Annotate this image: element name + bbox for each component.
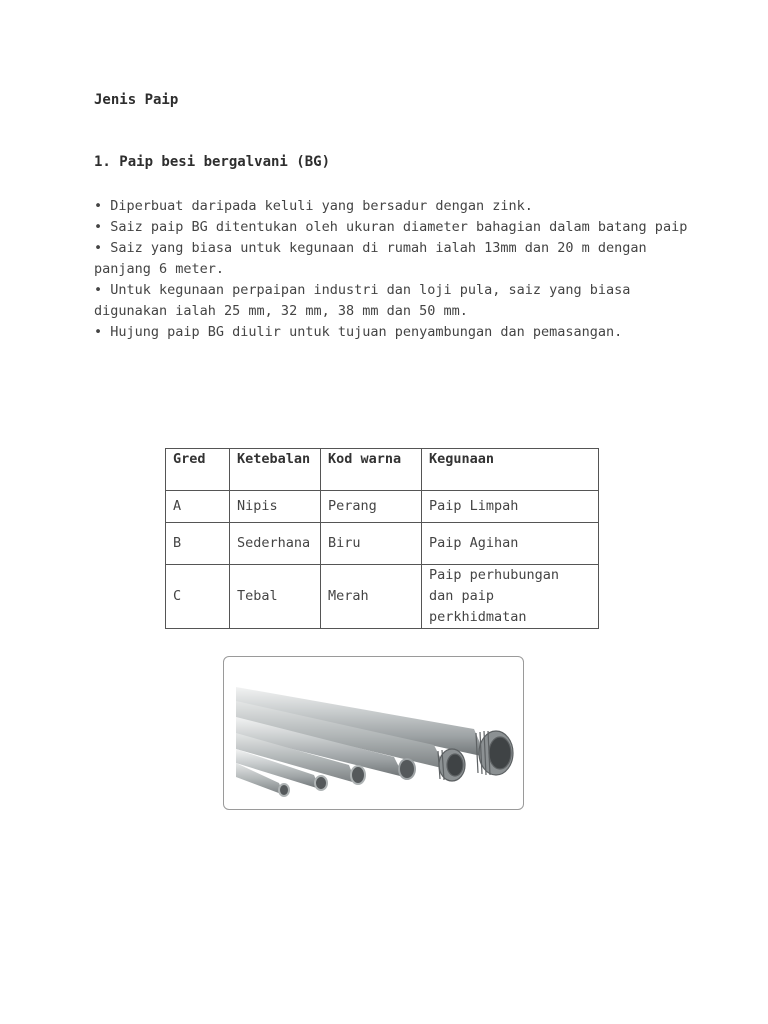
bullet-list [94, 196, 694, 343]
bullet-item: • Saiz yang biasa untuk kegunaan di rumah ialah 13mm dan 20 m dengan panjang 6 meter. [94, 240, 647, 277]
pipe-opening-icon [399, 759, 415, 779]
cell-kod-warna: Merah [321, 565, 422, 629]
cell-kegunaan: Paip Agihan [422, 523, 599, 565]
cell-gred: B [166, 523, 230, 565]
header-kegunaan: Kegunaan [422, 449, 599, 491]
pipe-opening-icon [351, 766, 365, 784]
pipe-grade-table [165, 448, 599, 629]
header-kod-warna: Kod warna [321, 449, 422, 491]
table-header-row [166, 449, 599, 491]
bullet-item: • Hujung paip BG diulir untuk tujuan penyambungan dan pemasangan. [94, 324, 623, 340]
page-title: Jenis Paip [94, 92, 179, 108]
cell-ketebalan: Tebal [230, 565, 321, 629]
pipe-opening-icon [315, 776, 327, 790]
bullet-item: • Diperbuat daripada keluli yang bersadur dengan zink. [94, 198, 533, 214]
threaded-end-icon [438, 749, 465, 781]
table-row [166, 523, 599, 565]
bullet-item: • Saiz paip BG ditentukan oleh ukuran diameter bahagian dalam batang paip [94, 219, 688, 235]
cell-kegunaan: Paip perhubungan dan paip perkhidmatan [422, 565, 599, 629]
cell-gred: A [166, 491, 230, 523]
cell-kegunaan: Paip Limpah [422, 491, 599, 523]
galvanized-pipes-photo [223, 656, 524, 810]
table-row [166, 565, 599, 629]
cell-kod-warna: Biru [321, 523, 422, 565]
cell-ketebalan: Nipis [230, 491, 321, 523]
section-heading: 1. Paip besi bergalvani (BG) [94, 154, 331, 170]
cell-kod-warna: Perang [321, 491, 422, 523]
bullet-item: • Untuk kegunaan perpaipan industri dan loji pula, saiz yang biasa digunakan ialah 25 mm, 32 mm, 38 mm dan 50 mm. [94, 282, 631, 319]
pipe-opening-icon [279, 784, 289, 796]
pipes-illustration-icon [224, 657, 523, 809]
cell-ketebalan: Sederhana [230, 523, 321, 565]
header-ketebalan: Ketebalan [230, 449, 321, 491]
table-row [166, 491, 599, 523]
threaded-end-icon [476, 731, 513, 775]
cell-gred: C [166, 565, 230, 629]
header-gred: Gred [166, 449, 230, 491]
